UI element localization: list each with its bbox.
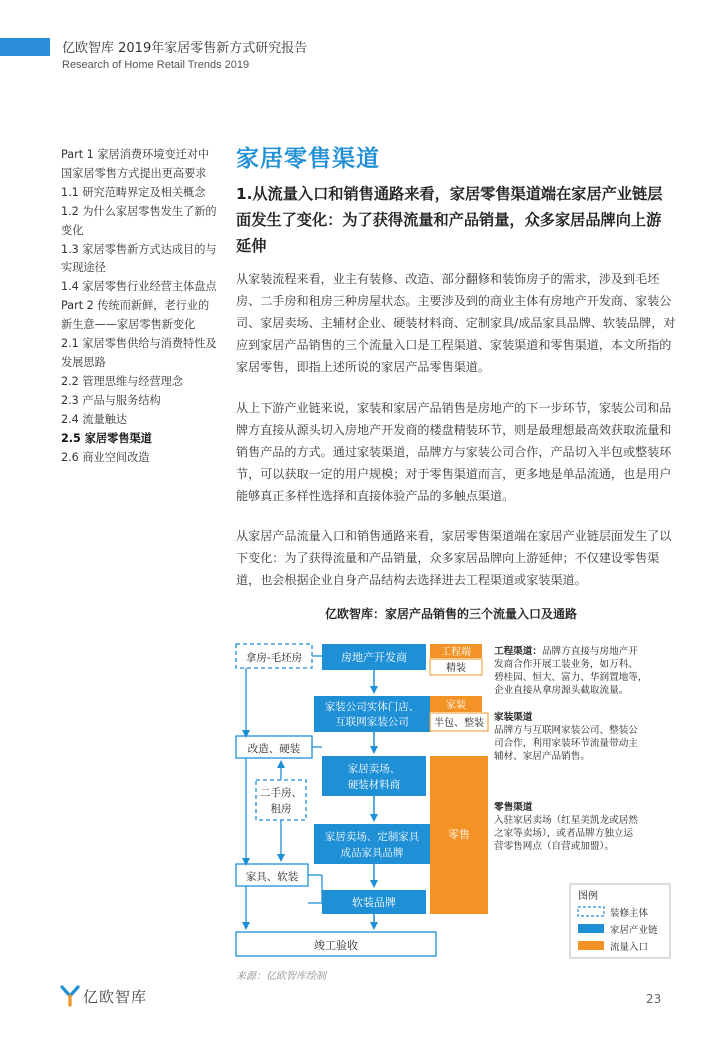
brand-logo <box>60 985 147 1007</box>
box-second-hand-label: 二手房、 <box>260 787 302 799</box>
legend-entry-label: 流量入口 <box>610 942 649 953</box>
paragraph: 从上下游产业链来说，家装和家居产品销售是房地产的下一步环节，家装公司和品牌方直接从源头切入房地产开发商的楼盘精装环节，则是最理想最高效获取流量和销售产品的方式。通过家装渠道，品牌方与家装公司合作，产品切入半包或整装环节，可以获取一定的用户规模；对于零售渠道而言，更多地是单品流通，也是用户能够真正多样性选择和直接体验产品的多触点渠道。 <box>236 401 672 503</box>
box-renovate-label: 改造、硬装 <box>247 743 301 755</box>
note-retail-line: 之家等卖场），或者品牌方独立运 <box>494 828 634 839</box>
brand-logo-icon <box>60 985 80 1007</box>
note-decoration-title: 家装渠道 <box>494 712 533 723</box>
legend <box>570 884 670 958</box>
legend-swatch-blue <box>578 924 604 933</box>
note-retail-title: 零售渠道 <box>494 802 533 813</box>
toc-item[interactable]: 国家居零售方式提出更高要求 <box>61 166 207 180</box>
toc-item[interactable]: 2.2 管理思维与经营理念 <box>61 374 184 388</box>
chain-custom-label: 家居卖场、定制家具 <box>324 831 420 843</box>
section-subheading: 1.从流量入口和销售通路来看，家居零售渠道端在家居产业链层面发生了变化：为了获得流量和产品销量，众多家居品牌向上游延伸 <box>236 185 663 255</box>
toc-item-active[interactable]: 2.5 家居零售渠道 <box>61 431 152 445</box>
toc-item[interactable]: 1.4 家居零售行业经营主体盘点 <box>61 280 217 294</box>
chain-developer-label: 房地产开发商 <box>341 651 407 664</box>
legend-decor-label: 装修主体 <box>610 908 649 919</box>
notes <box>494 645 648 852</box>
toc-item[interactable]: 2.3 产品与服务结构 <box>61 393 161 407</box>
entry-decoration-label: 家装 <box>446 700 466 711</box>
report-title: 亿欧智库 2019年家居零售新方式研究报告 <box>62 41 308 56</box>
report-subtitle: Research of Home Retail Trends 2019 <box>62 59 250 71</box>
page-number: 23 <box>646 992 662 1006</box>
toc-item[interactable]: 实现途径 <box>61 261 106 275</box>
toc-item[interactable]: 发展思路 <box>61 355 106 369</box>
source-note: 来源：亿欧智库绘制 <box>236 971 326 982</box>
chain-soft-label: 软装品牌 <box>352 896 396 909</box>
brand-logo-text: 亿欧智库 <box>83 987 148 1006</box>
note-engineering-line: 碧桂园、恒大、富力、华润置地等， <box>494 672 648 683</box>
legend-chain-label: 家居产业链 <box>610 925 658 936</box>
section-title: 家居零售渠道 <box>236 146 380 172</box>
box-furniture-label: 家具、软装 <box>245 871 299 883</box>
chain-mall-label: 家居卖场、 <box>347 763 401 775</box>
toc-item[interactable]: 1.1 研究范畴界定及相关概念 <box>61 185 206 199</box>
note-engineering-line: 企业直接从拿房源头截取流量。 <box>494 685 629 696</box>
table-of-contents <box>61 146 221 467</box>
note-decoration-line: 辅材、家居产品销售。 <box>494 751 590 762</box>
toc-item[interactable]: Part 2 传统而新鲜，老行业的 <box>61 299 210 313</box>
box-completion-label: 竣工验收 <box>314 939 358 952</box>
note-engineering-line: 发商合作开展工装业务，如万科、 <box>494 659 638 670</box>
toc-item[interactable]: 1.2 为什么家居零售发生了新的 <box>61 204 217 218</box>
chain-mall-label-2: 硬装材料商 <box>347 779 401 791</box>
note-decoration-line: 司合作，利用家装环节流量带动主 <box>494 738 638 749</box>
chain-decoration-label: 家装公司实体门店、 <box>324 701 420 713</box>
paragraph: 从家居产品流量入口和销售通路来看，家居零售渠道端在家居产业链层面发生了以下变化：为了获得流量和产品销量，众多家居品牌向上游延伸；不仅建设零售渠道，也会根据企业自身产品结构去选择进去工程渠道或家装渠道。 <box>236 529 672 587</box>
note-decoration-line: 品牌方与互联网家装公司、整装公 <box>494 725 638 736</box>
toc-item[interactable]: 新生意——家居零售新变化 <box>61 318 196 332</box>
chain-decoration-label-2: 互联网家装公司 <box>335 716 409 728</box>
toc-item[interactable]: 2.6 商业空间改造 <box>61 450 150 464</box>
paragraph: 从家装流程来看，业主有装修、改造、部分翻修和装饰房子的需求，涉及到毛坯房、二手房和租房三种房屋状态。主要涉及到的商业主体有房地产开发商、家装公司、家居卖场、主辅材企业、硬装材料商、定制家具/成品家具品牌、软装品牌，对应到家居产品销售的三个流量入口是工程渠道、家装渠道和零售渠道，本文所指的家居零售，即指上述所说的家居产品零售渠道。 <box>236 272 676 374</box>
toc-item[interactable]: 2.1 家居零售供给与消费特性及 <box>61 337 217 351</box>
entry-engineering-label: 工程端 <box>441 647 471 658</box>
entry-decoration-sub-label: 半包、整装 <box>434 718 484 729</box>
toc-item[interactable]: 2.4 流量触达 <box>61 412 128 426</box>
toc-item[interactable]: 变化 <box>61 223 84 237</box>
box-second-hand-label-2: 租房 <box>270 803 292 815</box>
entry-retail-label: 零售 <box>448 828 470 841</box>
note-retail-line: 营零售网点（自营或加盟）。 <box>494 841 614 852</box>
legend-swatch-orange <box>578 941 604 950</box>
svg-text:工程渠道：品牌方直接与房地产开 <box>494 645 638 657</box>
box-rough-house-label: 拿房-毛坯房 <box>245 652 303 664</box>
chain-custom-label-2: 成品家具品牌 <box>340 847 404 859</box>
note-engineering-title: 工程渠道： <box>494 646 542 657</box>
flow-diagram <box>226 602 676 964</box>
note-engineering-line: 品牌方直接与房地产开 <box>541 646 638 657</box>
toc-item[interactable]: 1.3 家居零售新方式达成目的与 <box>61 242 217 256</box>
toc-item[interactable]: Part 1 家居消费环境变迁对中 <box>61 148 210 161</box>
diagram-title: 亿欧智库：家居产品销售的三个流量入口及通路 <box>324 607 578 621</box>
note-retail-line: 入驻家居卖场（红星美凯龙或居然 <box>494 815 638 826</box>
legend-title: 图例 <box>578 891 598 902</box>
legend-swatch-dashed <box>578 907 604 916</box>
header-accent-bar <box>0 38 50 56</box>
entry-engineering-sub-label: 精装 <box>446 663 466 674</box>
